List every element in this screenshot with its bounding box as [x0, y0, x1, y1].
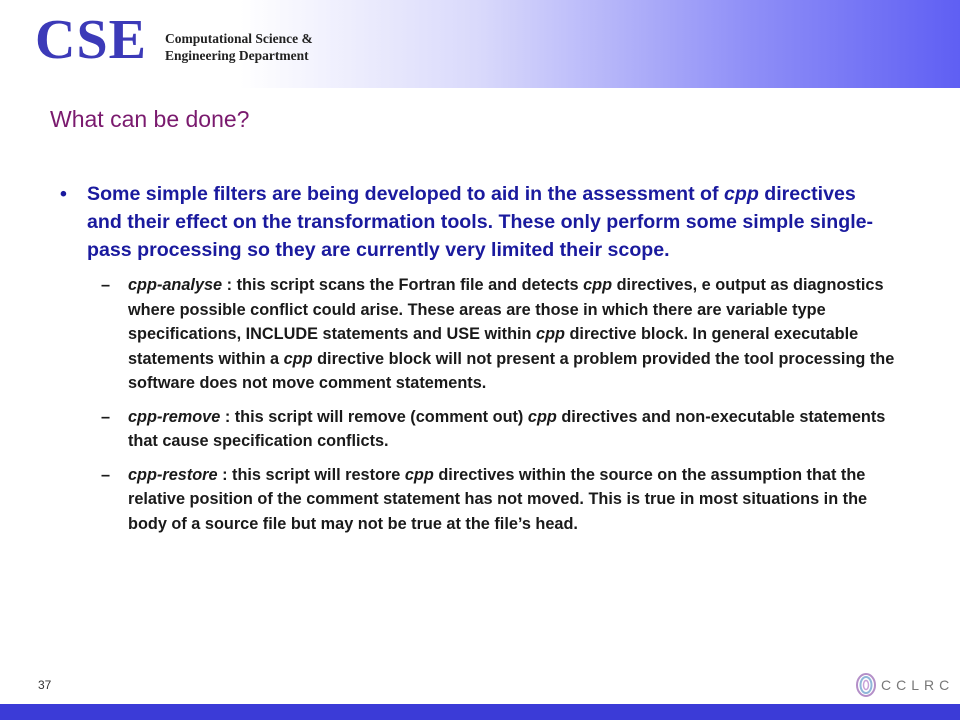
slide-content: [60, 180, 910, 536]
cclrc-logo-text: CCLRC: [881, 677, 955, 693]
page-number: 37: [38, 678, 52, 692]
cclrc-logo: [855, 670, 955, 700]
sub-item-text: cpp-remove : this script will remove (comment out) cpp directives and non-executable statements that cause specification conflicts.: [128, 407, 886, 450]
sub-item-dash: –: [101, 465, 111, 484]
footer-band: [0, 704, 960, 720]
slide-title: What can be done?: [50, 106, 250, 132]
sub-item-cpp-analyse: [101, 273, 910, 396]
sub-item-text: cpp-restore : this script will restore cpp directives within the source on the assumption that the relative position of the comment statement has not moved. This is true in most situations in the body of a source file but may not be true at the file’s head.: [128, 465, 868, 533]
bullet-marker: •: [60, 183, 67, 205]
cse-logo: CSE: [35, 9, 147, 71]
department-name-line-2: Engineering Department: [165, 48, 309, 63]
sub-item-dash: –: [101, 407, 111, 426]
main-bullet-text: Some simple filters are being developed to aid in the assessment of cpp directives and their effect on the transformation tools. These only perform some simple single-pass processing so they are currently very limited their scope.: [87, 183, 874, 261]
department-name: [165, 30, 313, 64]
sub-item-text: cpp-analyse : this script scans the Fortran file and detects cpp directives, e output as diagnostics where possible conflict could arise. These areas are those in which there are variable type specifications, INCLUDE statements and USE within cpp directive block. In general executable statements within a cpp directive block will not present a problem provided the tool processing the software does not move comment statements.: [128, 276, 895, 392]
sub-item-dash: –: [101, 276, 111, 294]
main-bullet: [60, 180, 910, 264]
sub-item-cpp-restore: [101, 463, 910, 537]
sub-item-cpp-remove: [101, 405, 910, 454]
department-name-line-1: Computational Science &: [165, 31, 313, 46]
swirl-icon: [855, 672, 877, 698]
